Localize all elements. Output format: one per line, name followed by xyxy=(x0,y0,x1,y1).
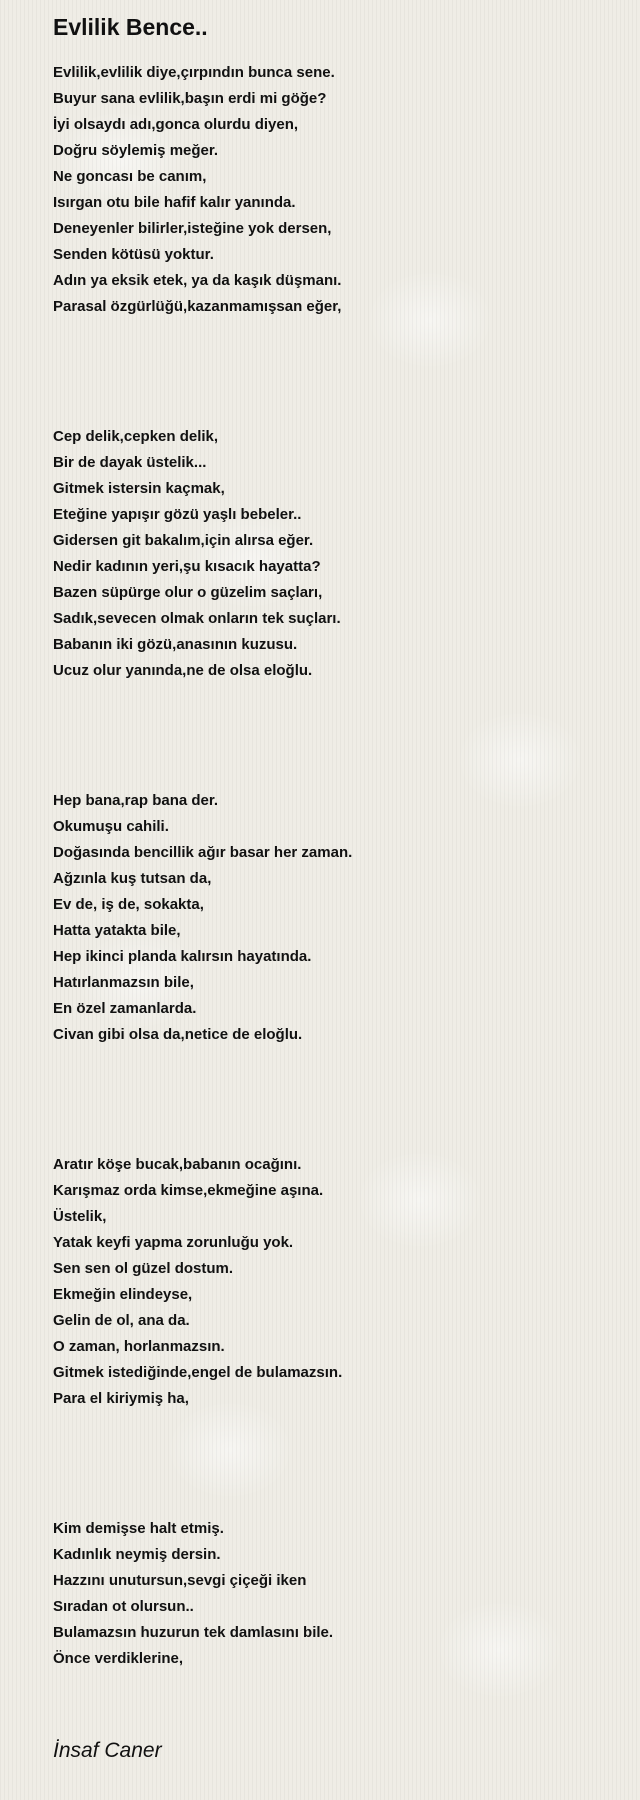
poem-line: Aratır köşe bucak,babanın ocağını. xyxy=(53,1156,302,1173)
poem-line: Sıradan ot olursun.. xyxy=(53,1598,194,1615)
poem-line: Gitmek istersin kaçmak, xyxy=(53,480,225,497)
poem-line: Kadınlık neymiş dersin. xyxy=(53,1546,221,1563)
poem-line: Bulamazsın huzurun tek damlasını bile. xyxy=(53,1624,334,1641)
poem-line: Isırgan otu bile hafif kalır yanında. xyxy=(53,194,296,211)
poem-line: Parasal özgürlüğü,kazanmamışsan eğer, xyxy=(53,298,342,315)
stanza-3 xyxy=(53,788,640,1048)
stanza-4 xyxy=(53,1152,640,1412)
stanza-2 xyxy=(53,424,640,684)
poem-line: İyi olsaydı adı,gonca olurdu diyen, xyxy=(53,116,299,133)
poem-line: Okumuşu cahili. xyxy=(53,818,169,835)
poem-line: Hep ikinci planda kalırsın hayatında. xyxy=(53,948,312,965)
poem-line: Yatak keyfi yapma zorunluğu yok. xyxy=(53,1234,294,1251)
poem-line: Adın ya eksik etek, ya da kaşık düşmanı. xyxy=(53,272,342,289)
poem-line: Sadık,sevecen olmak onların tek suçları. xyxy=(53,610,341,627)
stanza-1 xyxy=(53,60,640,320)
poem-line: Ev de, iş de, sokakta, xyxy=(53,896,204,913)
poem-line: Cep delik,cepken delik, xyxy=(53,428,219,445)
poem-line: Deneyenler bilirler,isteğine yok dersen, xyxy=(53,220,332,237)
poem-line: Gelin de ol, ana da. xyxy=(53,1312,190,1329)
poem-line: Önce verdiklerine, xyxy=(53,1650,184,1667)
poem-line: En özel zamanlarda. xyxy=(53,1000,197,1017)
poem-line: Gitmek istediğinde,engel de bulamazsın. xyxy=(53,1364,343,1381)
poem-line: Senden kötüsü yoktur. xyxy=(53,246,214,263)
poem-line: Bazen süpürge olur o güzelim saçları, xyxy=(53,584,323,601)
poem-line: Babanın iki gözü,anasının kuzusu. xyxy=(53,636,298,653)
poem-line: Eteğine yapışır gözü yaşlı bebeler.. xyxy=(53,506,302,523)
poem-line: Nedir kadının yeri,şu kısacık hayatta? xyxy=(53,558,321,575)
poem-line: Para el kiriymiş ha, xyxy=(53,1390,189,1407)
poem-line: Ucuz olur yanında,ne de olsa eloğlu. xyxy=(53,662,313,679)
poem-line: Üstelik, xyxy=(53,1208,107,1225)
poem-line: Hatta yatakta bile, xyxy=(53,922,181,939)
poem-line: Civan gibi olsa da,netice de eloğlu. xyxy=(53,1026,303,1043)
poem-line: Ekmeğin elindeyse, xyxy=(53,1286,193,1303)
stanza-5 xyxy=(53,1516,640,1672)
poem-line: Doğru söylemiş meğer. xyxy=(53,142,219,159)
poem-line: Hatırlanmazsın bile, xyxy=(53,974,194,991)
poem-line: Ağzınla kuş tutsan da, xyxy=(53,870,212,887)
poem-line: Bir de dayak üstelik... xyxy=(53,454,207,471)
poem-line: Sen sen ol güzel dostum. xyxy=(53,1260,234,1277)
poem-line: Ne goncası be canım, xyxy=(53,168,207,185)
poem-line: Gidersen git bakalım,için alırsa eğer. xyxy=(53,532,314,549)
poem-line: Evlilik,evlilik diye,çırpındın bunca sene. xyxy=(53,64,335,81)
poem-line: Hazzını unutursun,sevgi çiçeği iken xyxy=(53,1572,307,1589)
poem-line: Hep bana,rap bana der. xyxy=(53,792,219,809)
poem-author: İnsaf Caner xyxy=(53,1739,162,1762)
poem-line: Doğasında bencillik ağır basar her zaman. xyxy=(53,844,353,861)
poem-body xyxy=(53,60,640,1672)
poem-line: Kim demişse halt etmiş. xyxy=(53,1520,224,1537)
poem-title: Evlilik Bence.. xyxy=(53,14,208,40)
poem-line: Buyur sana evlilik,başın erdi mi göğe? xyxy=(53,90,327,107)
poem-line: Karışmaz orda kimse,ekmeğine aşına. xyxy=(53,1182,324,1199)
poem-line: O zaman, horlanmazsın. xyxy=(53,1338,225,1355)
